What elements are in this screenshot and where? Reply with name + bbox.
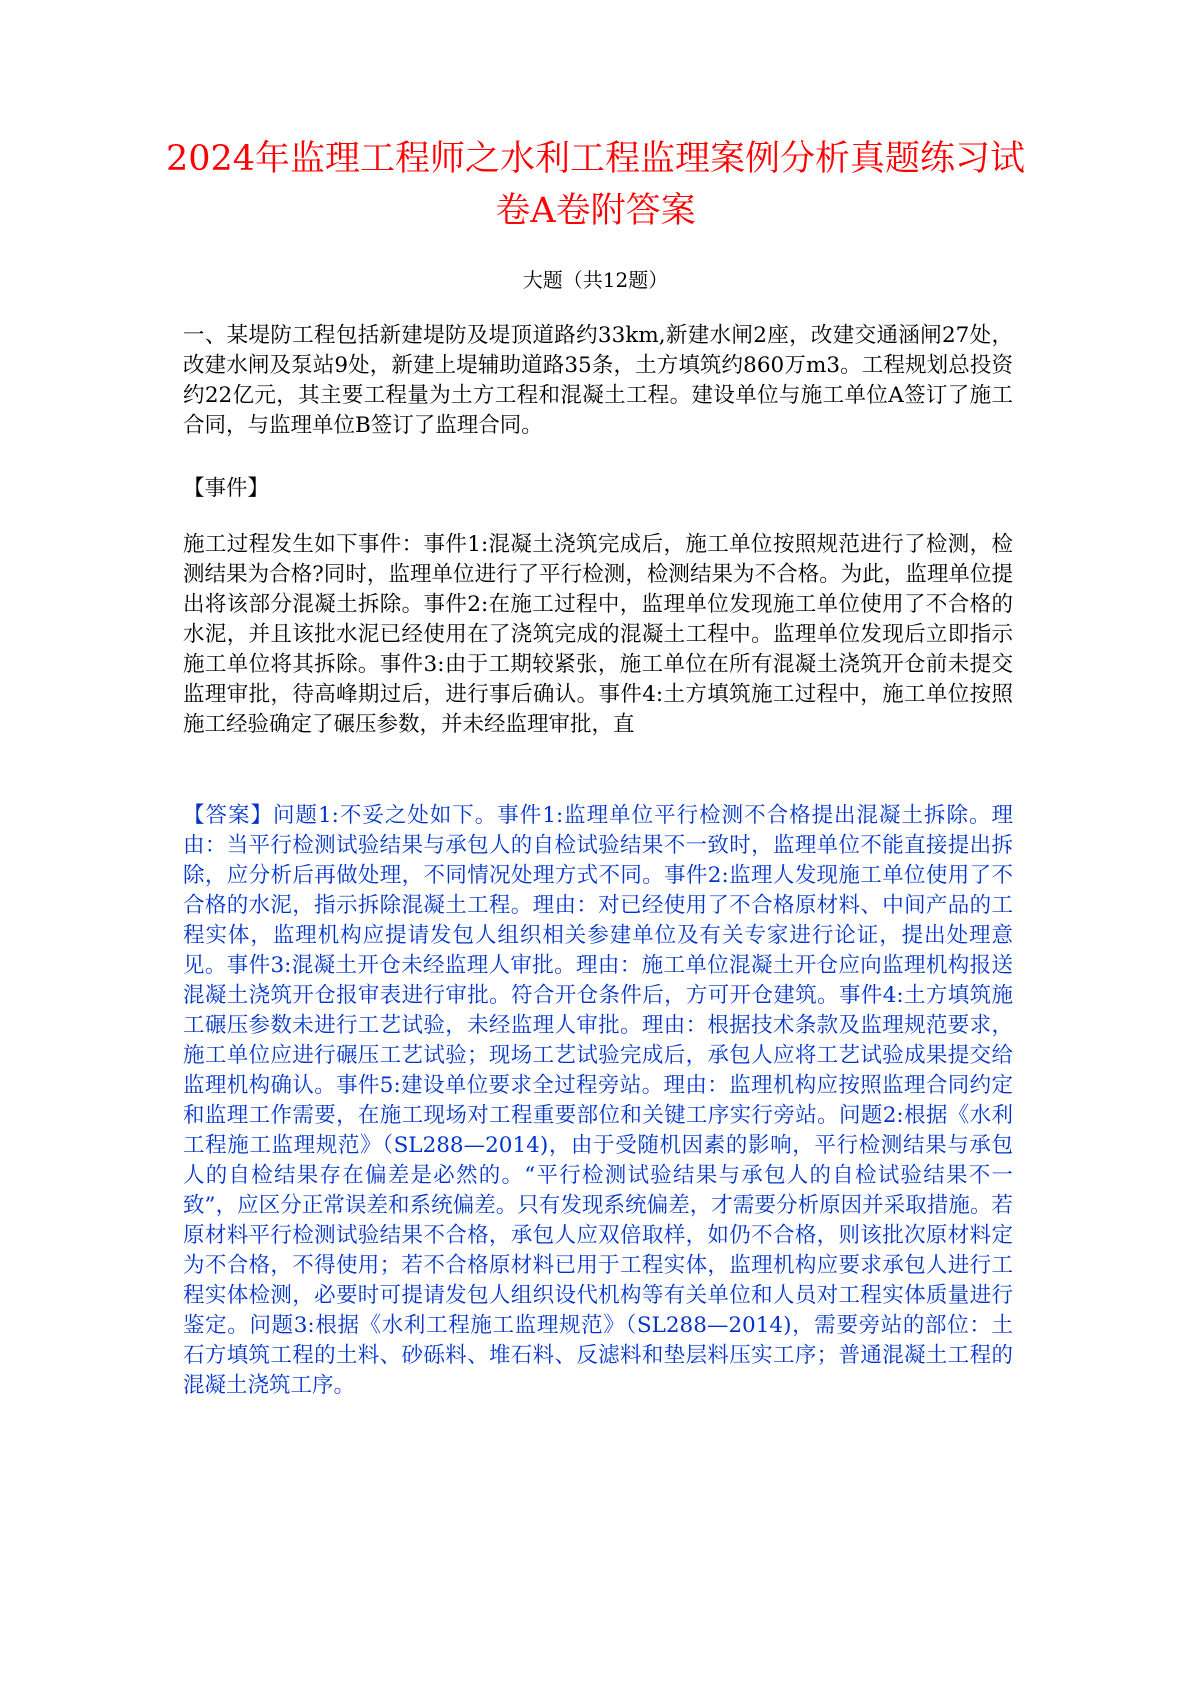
document-title: 2024年监理工程师之水利工程监理案例分析真题练习试卷A卷附答案 <box>165 139 1026 231</box>
answer-paragraph <box>183 801 1013 1401</box>
section-heading: 大题（共12题） <box>522 268 669 292</box>
events-paragraph: 施工过程发生如下事件：事件1:混凝土浇筑完成后，施工单位按照规范进行了检测，检测结果为合格?同时，监理单位进行了平行检测，检测结果为不合格。为此，监理单位提出将该部分混凝土拆除。事件2:在施工过程中，监理单位发现施工单位使用了不合格的水泥，并且该批水泥已经使用在了浇筑完成的混凝土工程中。监理单位发现后立即指示施工单位将其拆除。事件3:由于工期较紧张，施工单位在所有混凝土浇筑开仓前未提交监理审批，待高峰期过后，进行事后确认。事件4:土方填筑施工过程中，施工单位按照施工经验确定了碾压参数，并未经监理审批，直 <box>183 532 1013 737</box>
question-intro: 一、某堤防工程包括新建堤防及堤顶道路约33km,新建水闸2座，改建交通涵闸27处，改建水闸及泵站9处，新建上堤辅助道路35条，土方填筑约860万m3。工程规划总投资约22亿元，其主要工程量为土方工程和混凝土工程。建设单位与施工单位A签订了施工合同，与监理单位B签订了监理合同。 <box>183 323 1013 438</box>
event-label: 【事件】 <box>183 476 270 501</box>
answer-text: 问题1:不妥之处如下。事件1:监理单位平行检测不合格提出混凝土拆除。理由：当平行检测试验结果与承包人的自检试验结果不一致时，监理单位不能直接提出拆除，应分析后再做处理，不同情况处理方式不同。事件2:监理人发现施工单位使用了不合格的水泥，指示拆除混凝土工程。理由：对已经使用了不合格原材料、中间产品的工程实体，监理机构应提请发包人组织相关参建单位及有关专家进行论证，提出处理意见。事件3:混凝土开仓未经监理人审批。理由：施工单位混凝土开仓应向监理机构报送混凝土浇筑开仓报审表进行审批。符合开仓条件后，方可开仓建筑。事件4:土方填筑施工碾压参数未进行工艺试验，未经监理人审批。理由：根据技术条款及监理规范要求，施工单位应进行碾压工艺试验；现场工艺试验完成后，承包人应将工艺试验成果提交给监理机构确认。事件5:建设单位要求全过程旁站。理由：监理机构应按照监理合同约定和监理工作需要，在施工现场对工程重要部位和关键工序实行旁站。问题2:根据《水利工程施工监理规范》（SL288—2014)，由于受随机因素的影响，平行检测结果与承包人的自检结果存在偏差是必然的。“平行检测试验结果与承包人的自检试验结果不一致”，应区分正常误差和系统偏差。只有发现系统偏差，才需要分析原因并采取措施。若原材料平行检测试验结果不合格，承包人应双倍取样，如仍不合格，则该批次原材料定为不合格，不得使用；若不合格原材料已用于工程实体，监理机构应要求承包人进行工程实体检测，必要时可提请发包人组织设代机构等有关单位和人员对工程实体质量进行鉴定。问题3:根据《水利工程施工监理规范》（SL288—2014)，需要旁站的部位：土石方填筑工程的土料、砂砾料、堆石料、反滤料和垫层料压实工序；普通混凝土工程的混凝土浇筑工序。 <box>183 803 1013 1398</box>
answer-label: 【答案】 <box>183 803 273 828</box>
